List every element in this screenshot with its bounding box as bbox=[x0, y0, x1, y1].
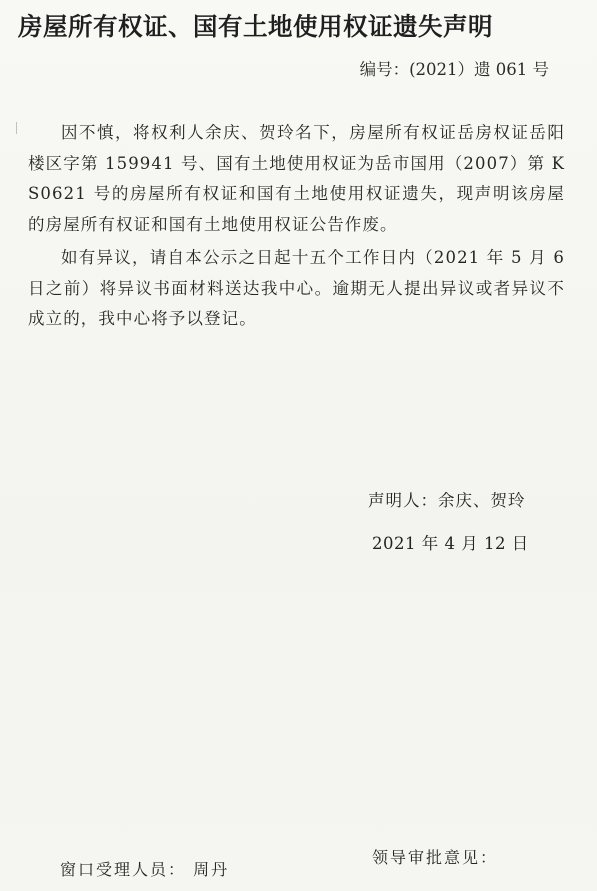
window-receiver-field: 窗口受理人员： 周丹 bbox=[60, 860, 230, 879]
margin-mark bbox=[16, 122, 20, 134]
document-number: 编号：(2021）遗 061 号 bbox=[359, 60, 549, 79]
declarant-line: 声明人：余庆、贺玲 bbox=[368, 491, 526, 510]
document-body bbox=[28, 118, 565, 335]
declaration-date: 2021 年 4 月 12 日 bbox=[372, 534, 529, 553]
leader-opinion-field: 领导审批意见： bbox=[372, 848, 499, 867]
paragraph-loss-notice: 因不慎，将权利人余庆、贺玲名下，房屋所有权证岳房权证岳阳楼区字第 159941 号、国有土地使用权证为岳市国用（2007）第 KS0621 号的房屋所有权证和国有土地使用权证遗失，现声明该房屋的房屋所有权证和国有土地使用权证公告作废。 bbox=[28, 123, 565, 234]
paragraph-objection-notice: 如有异议，请自本公示之日起十五个工作日内（2021 年 5 月 6 日之前）将异议书面材料送达我中心。逾期无人提出异议或者异议不成立的，我中心将予以登记。 bbox=[28, 248, 565, 328]
document-title: 房屋所有权证、国有土地使用权证遗失声明 bbox=[18, 12, 493, 41]
